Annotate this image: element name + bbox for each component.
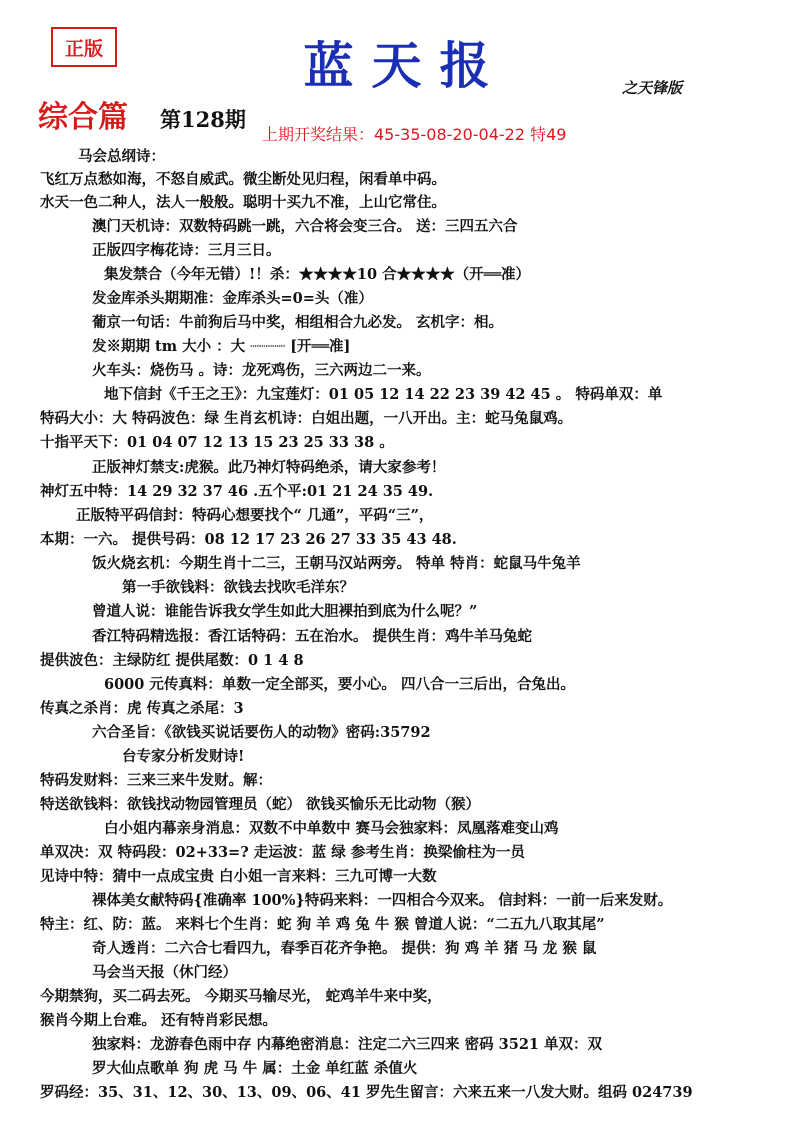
content-line: 正版神灯禁支:虎猴。此乃神灯特码绝杀，请大家参考！: [92, 459, 446, 476]
content-line: 飞红万点愁如海，不怒自威武。微尘断处见归程，闲看单中码。: [40, 171, 446, 188]
content-line: 马会总纲诗：: [78, 148, 165, 165]
content-line: 罗大仙点歌单 狗 虎 马 牛 属：土金 单红蓝 杀值火: [92, 1060, 418, 1077]
content-line: 饭火烧玄机：今期生肖十二三，王朝马汉站两旁。 特单 特肖：蛇鼠马牛兔羊: [92, 555, 581, 572]
section-title: 综合篇: [38, 100, 128, 135]
content-line: 六合圣旨：《欲钱买说话要伤人的动物》密码:35792: [92, 724, 431, 741]
content-line: 澳门天机诗：双数特码跳一跳，六合将会变三合。 送：三四五六合: [92, 218, 518, 235]
content-line: 罗码经：35、31、12、30、13、09、06、41 罗先生留言：六来五来一八发大财。组码 024739: [40, 1084, 693, 1101]
last-result: 上期开奖结果：45-35-08-20-04-22 特49: [262, 125, 567, 144]
content-line: 单双决：双 特码段：02+33=? 走运波：蓝 绿 参考生肖：换梁偷柱为一员: [40, 844, 525, 861]
content-line: 特送欲钱料：欲钱找动物园管理员（蛇） 欲钱买愉乐无比动物（猴）: [40, 796, 481, 813]
page-title: 蓝天报: [303, 36, 508, 95]
content-line: 特码发财料：三来三来牛发财。解：: [40, 772, 272, 789]
content-line: 本期：一六。 提供号码：08 12 17 23 26 27 33 35 43 48.: [40, 531, 457, 548]
content-line: 第一手欲钱料：欲钱去找吹毛洋东？: [122, 579, 354, 596]
content-line: 猴肖今期上台难。 还有特肖彩民想。: [40, 1012, 278, 1029]
content-line: 马会当天报（休门经）: [92, 964, 237, 981]
content-line: 裸体美女献特码{准确率 100%}特码来料：一四相合今双来。 信封料：一前一后来发财。: [92, 892, 673, 909]
content-line: 独家料：龙游春色雨中存 内幕绝密消息：注定二六三四来 密码 3521 单双：双: [92, 1036, 603, 1053]
content-line: 水天一色二种人，法人一般般。聪明十买九不准，上山它常住。: [40, 194, 446, 211]
content-line: 火车头：烧伤马 。诗：龙死鸡伤，三六两边二一来。: [92, 362, 431, 379]
content-line: 十指平天下：01 04 07 12 13 15 23 25 33 38 。: [40, 434, 394, 451]
content-line: 曾道人说：谁能告诉我女学生如此大胆裸拍到底为什么呢？”: [92, 603, 478, 620]
content-line: 地下信封《千王之王》：九宝莲灯：01 05 12 14 22 23 39 42 45 。 特码单双：单: [104, 386, 663, 403]
content-line: 发※期期 tm 大小 ：大 ┈┈┈┈ [开══准]: [92, 338, 351, 355]
content-line: 传真之杀肖：虎 传真之杀尾：3: [40, 700, 244, 717]
content-line: 葡京一句话：牛前狗后马中奖，相组相合九必发。 玄机字：相。: [92, 314, 504, 331]
content-line: 白小姐内幕亲身消息：双数不中单数中 赛马会独家料：凤凰落难变山鸡: [104, 820, 559, 837]
content-line: 神灯五中特：14 29 32 37 46 .五个平:01 21 24 35 49.: [40, 483, 434, 500]
issue-number: 第128期: [160, 107, 246, 132]
content-line: 发金库杀头期期准：金库杀头=0=头（准）: [92, 290, 373, 307]
content-line: 正版特平码信封：特码心想要找个“ 几通”，平码“三”，: [76, 507, 434, 524]
content-line: 正版四字梅花诗：三月三日。: [92, 242, 281, 259]
content-line: 奇人透肖：二六合七看四九，春季百花齐争艳。 提供：狗 鸡 羊 猪 马 龙 猴 鼠: [92, 940, 597, 957]
genuine-stamp: 正版: [51, 27, 117, 67]
content-line: 今期禁狗，买二码去死。 今期买马输尽光， 蛇鸡羊牛来中奖，: [40, 988, 442, 1005]
content-line: 6000 元传真料：单数一定全部买，要小心。 四八合一三后出，合兔出。: [104, 676, 575, 693]
content-line: 提供波色：主绿防红 提供尾数：0 1 4 8: [40, 652, 304, 669]
content-line: 香江特码精选报：香江话特码：五在治水。 提供生肖：鸡牛羊马兔蛇: [92, 628, 533, 645]
content-line: 见诗中特：猜中一点成宝贵 白小姐一言来料：三九可博一大数: [40, 868, 437, 885]
content-line: 台专家分析发财诗!: [122, 748, 245, 765]
content-line: 集发禁合（今年无错）!！杀：★★★★10 合★★★★（开══准）: [104, 266, 531, 283]
content-line: 特主：红、防：蓝。 来料七个生肖：蛇 狗 羊 鸡 兔 牛 猴 曾道人说：“二五九八取其尾”: [40, 916, 605, 933]
content-line: 特码大小：大 特码波色：绿 生肖玄机诗：白姐出题，一八开出。主：蛇马兔鼠鸡。: [40, 410, 573, 427]
edition-label: 之天锋版: [622, 79, 683, 97]
